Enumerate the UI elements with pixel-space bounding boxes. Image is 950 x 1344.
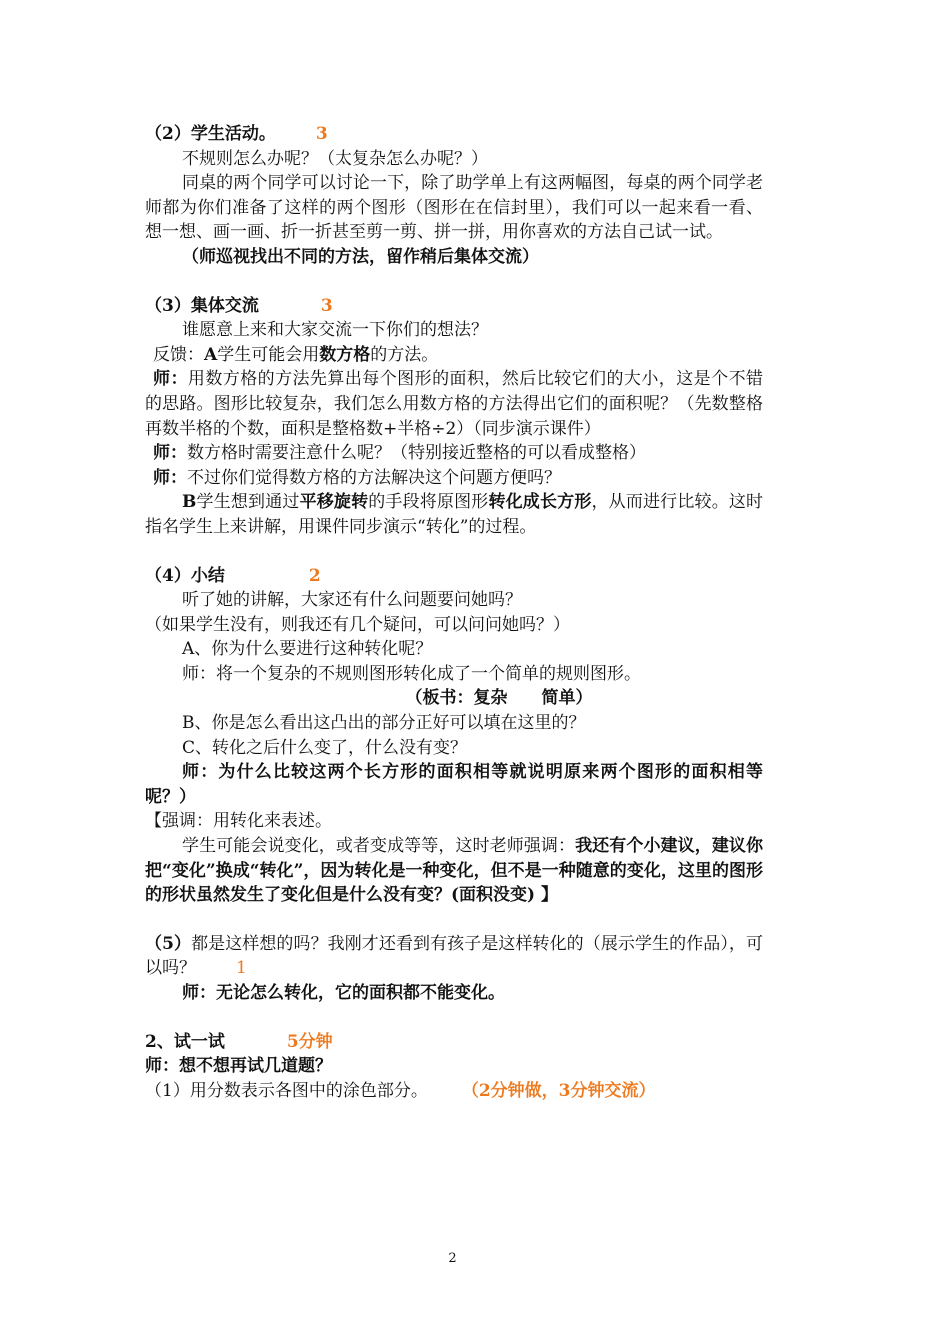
teacher-note: （师巡视找出不同的方法，留作稍后集体交流）: [182, 246, 539, 267]
minutes-label: 2: [308, 565, 321, 586]
section-3-heading: （3）集体交流 3: [145, 295, 333, 316]
minutes-label: 5分钟: [286, 1031, 333, 1052]
teacher-line: 师：想不想再试几道题？: [145, 1056, 332, 1077]
question-a: A、你为什么要进行这种转化呢？: [182, 639, 433, 660]
part-2-heading: 2、试一试 5分钟: [145, 1031, 333, 1052]
paragraph: B学生想到通过平移旋转的手段将原图形转化成长方形，从而进行比较。这时指名学生上来讲解，用课件同步演示“转化”的过程。: [145, 492, 764, 537]
minutes-label: 3: [315, 124, 328, 144]
board-note: （板书：复杂 简单）: [405, 688, 593, 709]
section-2-heading: （2）学生活动。 3: [145, 124, 328, 144]
page-number: 2: [448, 1251, 457, 1266]
emphasis-line: 【强调：用转化来表述。: [145, 811, 332, 832]
minutes-label: 1: [236, 958, 247, 979]
question-line: 不规则怎么办呢？（太复杂怎么办呢？）: [182, 148, 488, 169]
text-line: 谁愿意上来和大家交流一下你们的想法？: [182, 320, 488, 341]
paragraph: 同桌的两个同学可以讨论一下，除了助学单上有这两幅图，每桌的两个同学老师都为你们准备了这样的两个图形（图形在在信封里），我们可以一起来看一看、想一想、画一画、折一折甚至剪一剪、拼一拼，用你喜欢的方法自己试一试。: [145, 173, 763, 243]
text-line: （如果学生没有，则我还有几个疑问，可以问问她吗？）: [145, 614, 570, 635]
document-body: [145, 122, 763, 1103]
teacher-question: 师：为什么比较这两个长方形的面积相等就说明原来两个图形的面积相等呢？）: [145, 762, 763, 807]
section-4-heading: （4）小结 2: [145, 565, 321, 586]
teacher-line: 师：数方格时需要注意什么呢？（特别接近整格的可以看成整格）: [153, 443, 646, 464]
question-b: B、你是怎么看出这凸出的部分正好可以填在这里的？: [182, 713, 586, 734]
question-c: C、转化之后什么变了，什么没有变？: [182, 737, 468, 758]
exercise-line: （1）用分数表示各图中的涂色部分。 （2分钟做，3分钟交流）: [145, 1080, 656, 1101]
section-5: （5）都是这样想的吗？我刚才还看到有孩子是这样转化的（展示学生的作品），可以吗？ 1: [145, 933, 763, 979]
teacher-paragraph: 师：用数方格的方法先算出每个图形的面积，然后比较它们的大小，这是个不错的思路。图形比较复杂，我们怎么用数方格的方法得出它们的面积呢？（先数整格再数半格的个数，面积是整格数+半格÷2）（同步演示课件）: [145, 369, 764, 439]
teacher-line: 师：不过你们觉得数方格的方法解决这个问题方便吗？: [153, 467, 561, 488]
feedback-line: 反馈：A学生可能会用数方格的方法。: [153, 344, 439, 365]
time-note: （2分钟做，3分钟交流）: [461, 1080, 656, 1101]
teacher-line: 师：无论怎么转化，它的面积都不能变化。: [182, 983, 505, 1003]
text-line: 听了她的讲解，大家还有什么问题要问她吗？: [182, 590, 522, 611]
emphasis-paragraph: 学生可能会说变化，或者变成等等，这时老师强调：我还有个小建议，建议你把“变化”换成“转化”，因为转化是一种变化，但不是一种随意的变化，这里的图形的形状虽然发生了变化但是什么没有变？(面积没变) 】: [145, 836, 764, 906]
answer-line: 师：将一个复杂的不规则图形转化成了一个简单的规则图形。: [182, 663, 641, 684]
minutes-label: 3: [320, 295, 333, 316]
